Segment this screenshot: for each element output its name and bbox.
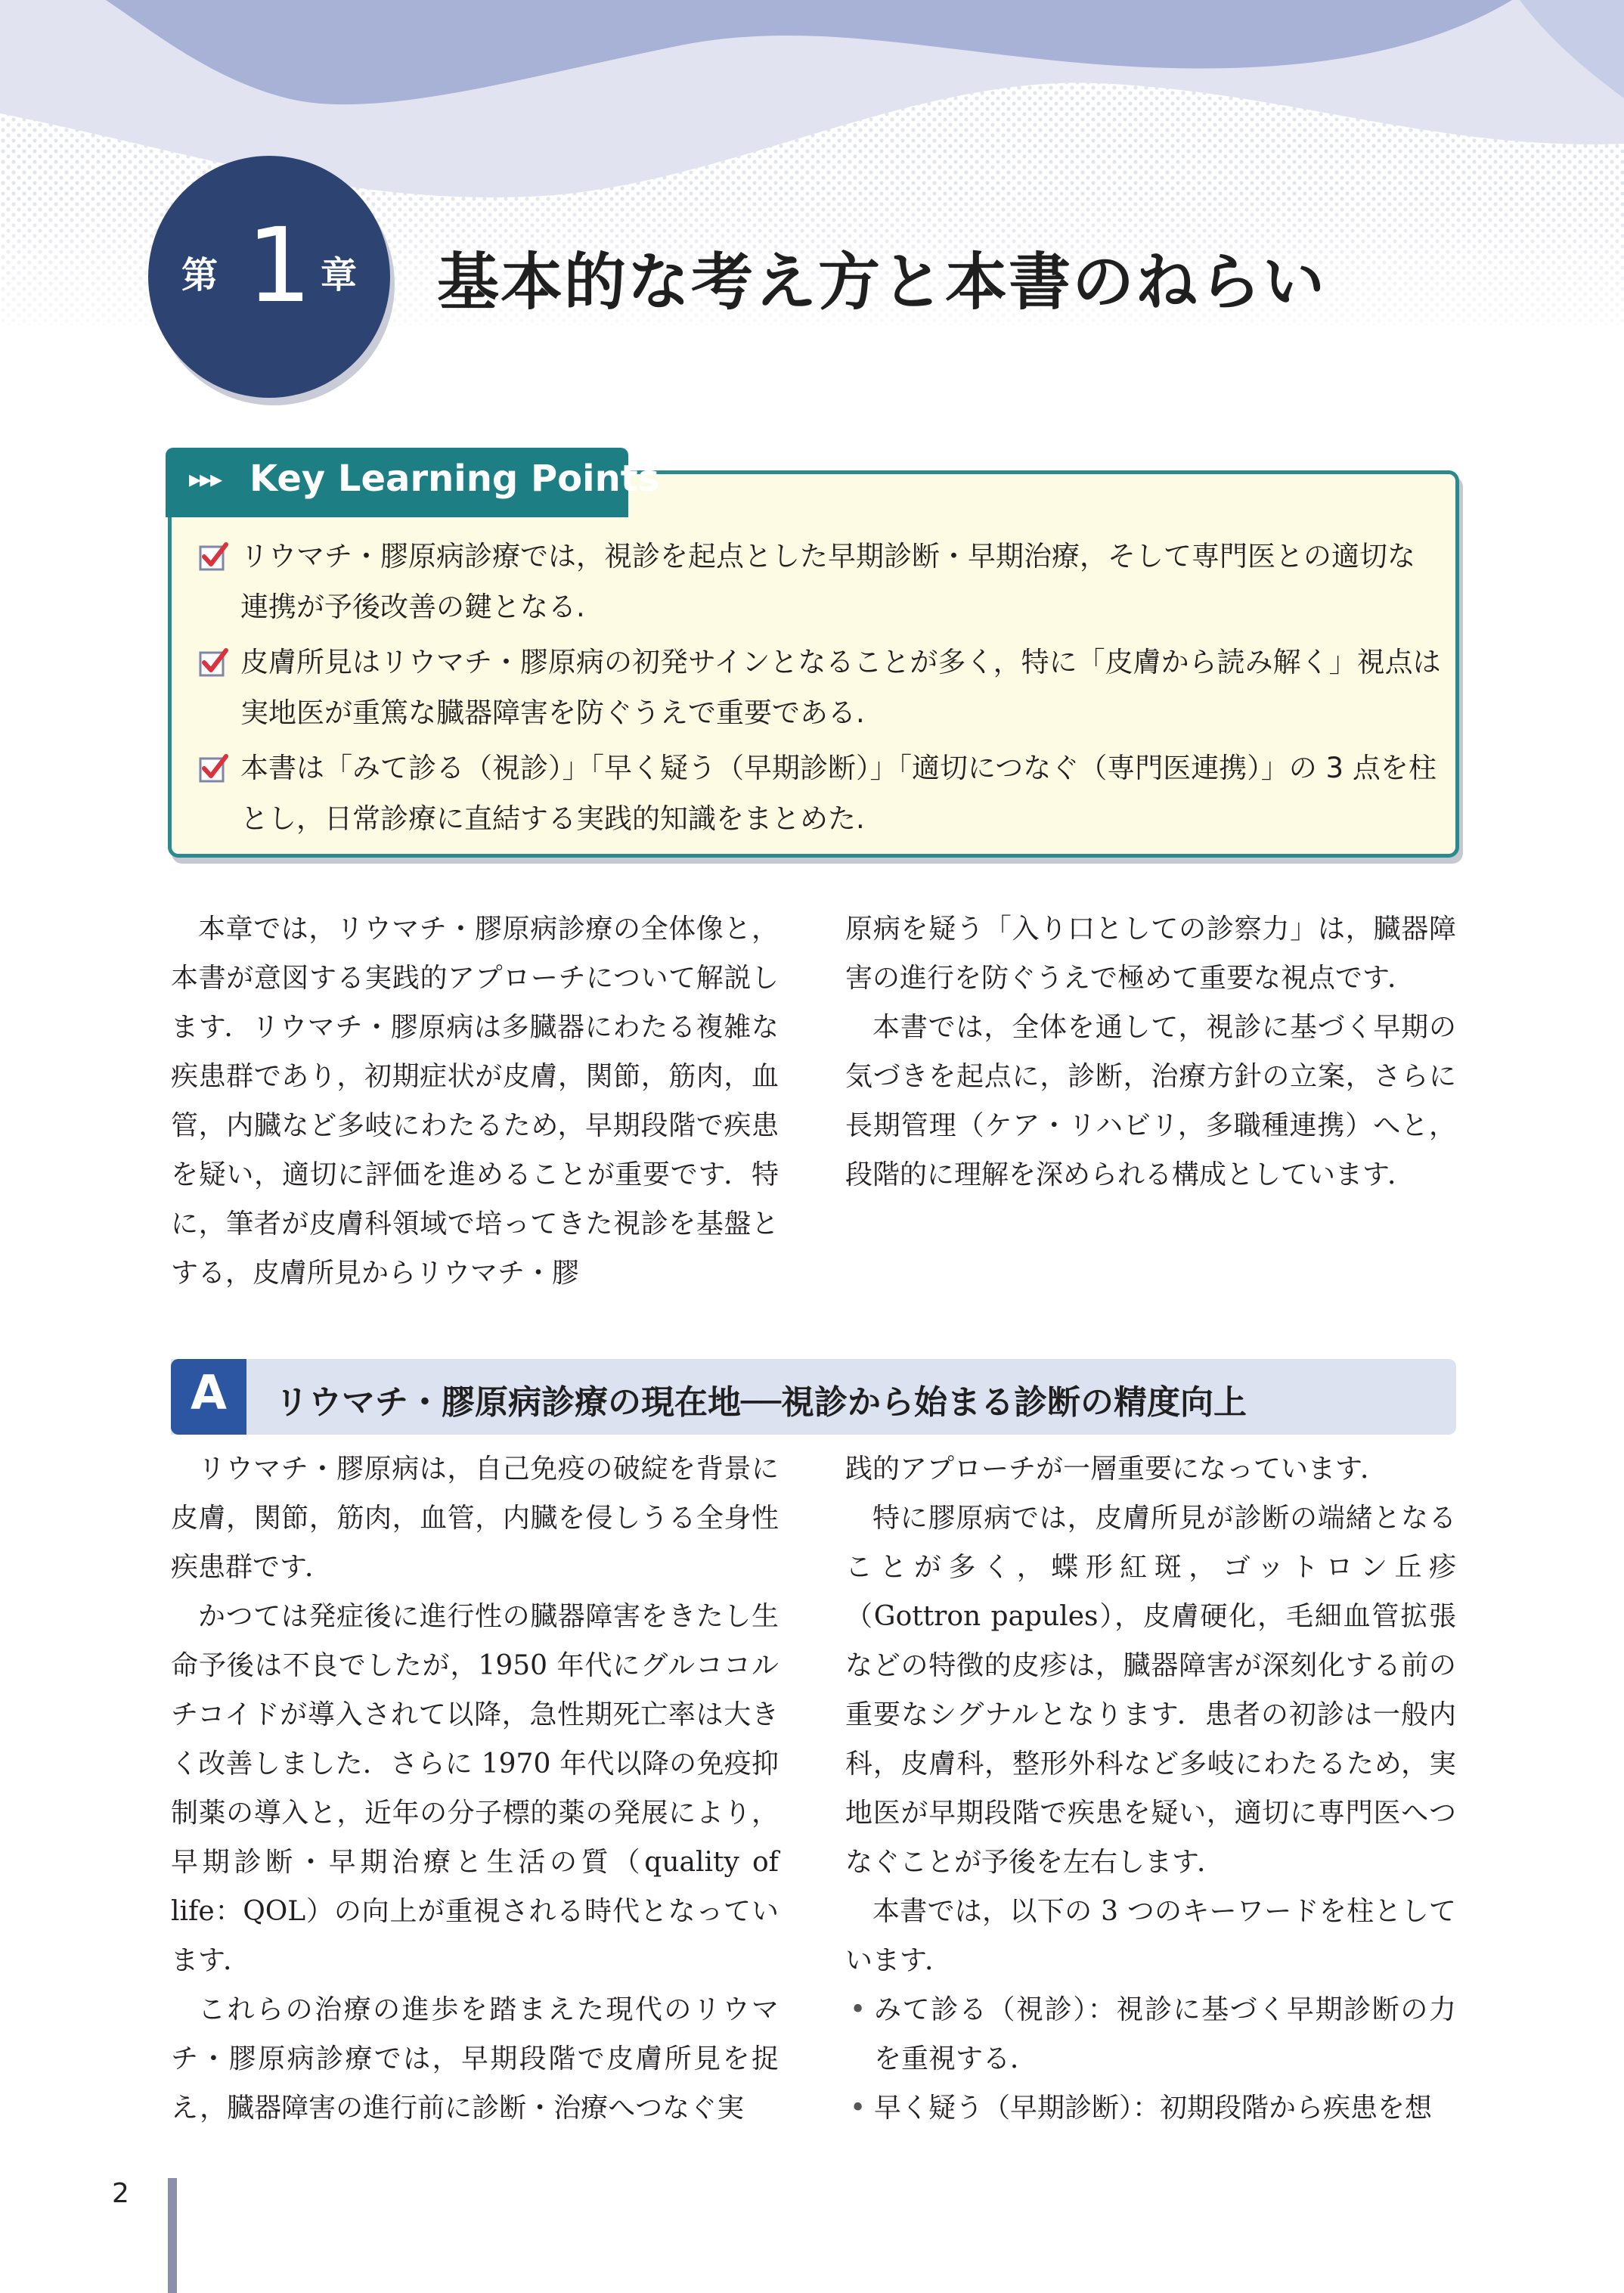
body-paragraph: かつては発症後に進行性の臓器障害をきたし生命予後は不良でしたが，1950 年代にグルココルチコイドが導入されて以降，急性期死亡率は大きく改善しました．さらに 1970 年代以降の免疫抑制薬の導入と，近年の分子標的薬の発展により，早期診断・早期治療と生活の質（quality of life：QOL）の向上が重視される時代となっています．	[171, 1601, 779, 1976]
intro-paragraph: 本書では，全体を通して，視診に基づく早期の気づきを起点に，診断，治療方針の立案，さらに長期管理（ケア・リハビリ，多職種連携）へと，段階的に理解を深められる構成としています．	[845, 1012, 1456, 1190]
page-number: 2	[112, 2178, 129, 2209]
intro-right-column	[845, 904, 1456, 1199]
klp-item-text: 本書は「みて診る（視診）」「早く疑う（早期診断）」「適切につなぐ（専門医連携）」の 3 点を柱とし，日常診療に直結する実践的知識をまとめた.	[240, 752, 1436, 835]
body-paragraph: 特に膠原病では，皮膚所見が診断の端緒となることが多く，蝶形紅斑，ゴットロン丘疹（Gottron papules），皮膚硬化，毛細血管拡張などの特徴的皮疹は，臓器障害が深刻化する前の重要なシグナルとなります．患者の初診は一般内科，皮膚科，整形外科など多岐にわたるため，実地医が早期段階で疾患を疑い，適切に専門医へつなぐことが予後を左右します．	[845, 1503, 1456, 1878]
keyword-bullet	[845, 1985, 1456, 2084]
chapter-title: 基本的な考え方と本書のねらい	[437, 247, 1327, 318]
intro-left-column	[171, 904, 779, 1298]
chapter-suffix: 章	[321, 254, 358, 296]
checkbox-check-icon	[198, 753, 228, 783]
bullet-dot: •	[850, 2093, 866, 2124]
klp-item-text: 皮膚所見はリウマチ・膠原病の初発サインとなることが多く，特に「皮膚から読み解く」視点は実地医が重篤な臓器障害を防ぐうえで重要である.	[240, 646, 1441, 729]
key-learning-points-title: Key Learning Points	[249, 458, 660, 500]
body-paragraph: これらの治療の進歩を踏まえた現代のリウマチ・膠原病診療では，早期段階で皮膚所見を捉え，臓器障害の進行前に診断・治療へつなぐ実	[171, 1994, 779, 2124]
section-title: リウマチ・膠原病診療の現在地──視診から始まる診断の精度向上	[275, 1383, 1247, 1422]
keyword-bullet-text: 早く疑う（早期診断）：初期段階から疾患を想	[874, 2093, 1433, 2124]
chapter-number: 1	[246, 206, 312, 326]
keyword-bullet-text: みて診る（視診）：視診に基づく早期診断の力を重視する．	[874, 1994, 1456, 2074]
section-letter: A	[191, 1365, 227, 1420]
intro-paragraph: 本章では，リウマチ・膠原病診療の全体像と，本書が意図する実践的アプローチについて解説します．リウマチ・膠原病は多臓器にわたる複雑な疾患群であり，初期症状が皮膚，関節，筋肉，血管，内臓など多岐にわたるため，早期段階で疾患を疑い，適切に評価を進めることが重要です．特に，筆者が皮膚科領域で培ってきた視診を基盤とする，皮膚所見からリウマチ・膠	[171, 914, 779, 1289]
bullet-dot: •	[850, 1994, 866, 2025]
section-a-left-column	[171, 1444, 779, 2133]
triple-arrow-icon: ▸▸▸	[189, 464, 222, 493]
klp-item-text: リウマチ・膠原病診療では，視診を起点とした早期診断・早期治療，そして専門医との適切な連携が予後改善の鍵となる.	[240, 540, 1415, 623]
checkbox-check-icon	[198, 647, 228, 678]
body-paragraph: 本書では，以下の 3 つのキーワードを柱としています．	[845, 1896, 1456, 1976]
intro-paragraph: 原病を疑う「入り口としての診察力」は，臓器障害の進行を防ぐうえで極めて重要な視点です．	[845, 914, 1456, 994]
keyword-bullet	[845, 2084, 1456, 2133]
body-paragraph: リウマチ・膠原病は，自己免疫の破綻を背景に皮膚，関節，筋肉，血管，内臓を侵しうる全身性疾患群です．	[171, 1454, 779, 1583]
section-a-right-column	[845, 1444, 1456, 2133]
body-paragraph: 践的アプローチが一層重要になっています．	[845, 1454, 1388, 1485]
page-edge-rule	[168, 2178, 177, 2293]
checkbox-check-icon	[198, 541, 228, 572]
chapter-prefix: 第	[181, 254, 218, 296]
